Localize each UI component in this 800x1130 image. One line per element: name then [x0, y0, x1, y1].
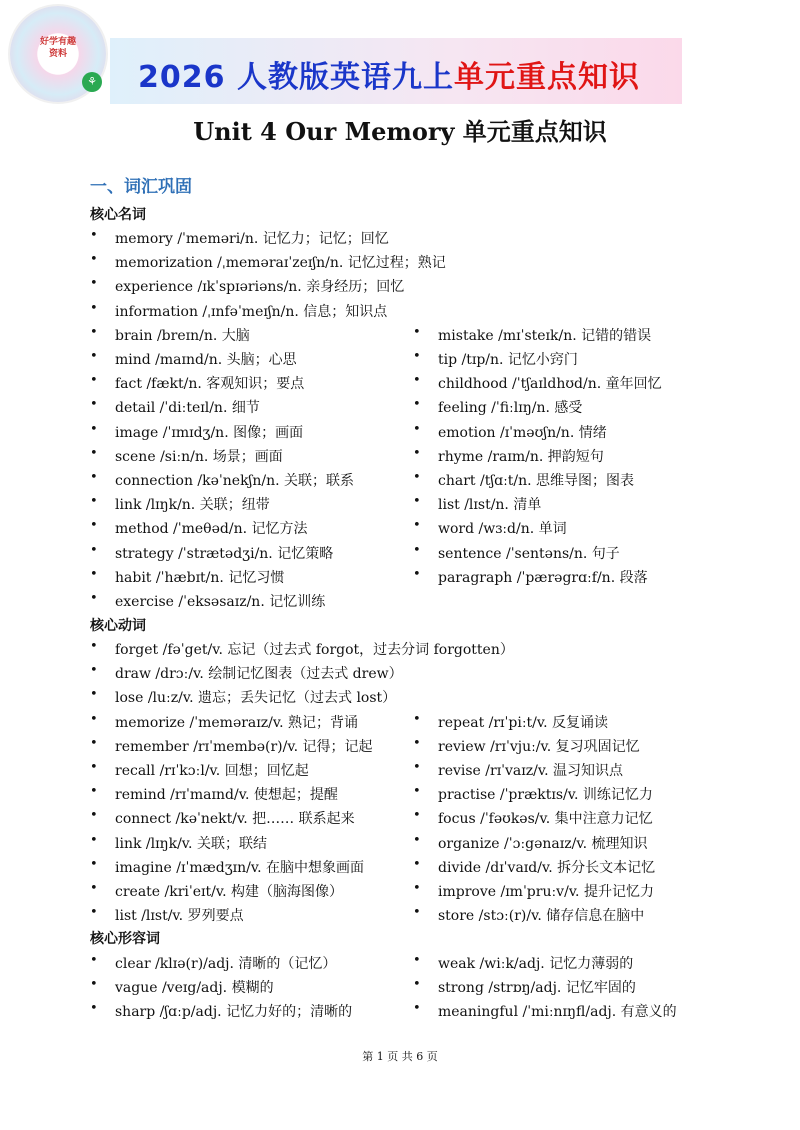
list-item: • sentence /ˈsentəns/n. 句子 — [438, 543, 620, 563]
list-item: • connect /kəˈnekt/v. 把…… 联系起来 — [115, 808, 355, 828]
list-item: • lose /luːz/v. 遗忘；丢失记忆（过去式 lost） — [115, 687, 396, 707]
list-item: • weak /wiːk/adj. 记忆力薄弱的 — [438, 953, 633, 973]
list-item: • scene /siːn/n. 场景；画面 — [115, 446, 283, 466]
list-item: • habit /ˈhæbɪt/n. 记忆习惯 — [115, 567, 284, 587]
list-item: • improve /ɪmˈpruːv/v. 提升记忆力 — [438, 881, 654, 901]
page-footer: 第 1 页 共 6 页 — [362, 1050, 438, 1063]
list-item: • divide /dɪˈvaɪd/v. 拆分长文本记忆 — [438, 857, 655, 877]
list-item: • remind /rɪˈmaɪnd/v. 使想起；提醒 — [115, 784, 338, 804]
header-banner — [10, 6, 682, 102]
list-item: • word /wɜːd/n. 单词 — [438, 518, 567, 538]
list-item: • image /ˈɪmɪdʒ/n. 图像；画面 — [115, 422, 303, 442]
banner-title-part-a: 2026 人教版 — [138, 60, 330, 95]
list-item: • paragraph /ˈpærəgrɑːf/n. 段落 — [438, 567, 648, 587]
brand-logo — [10, 6, 106, 102]
list-item: • list /lɪst/n. 清单 — [438, 494, 541, 514]
list-item: • link /lɪŋk/v. 关联；联结 — [115, 833, 267, 853]
list-item: • organize /ˈɔːgənaɪz/v. 梳理知识 — [438, 833, 648, 853]
banner-title — [138, 52, 640, 96]
logo-line-1: 好学有趣 — [39, 37, 76, 47]
page-title: Unit 4 Our Memory 单元重点知识 — [193, 117, 607, 146]
list-item: • mistake /mɪˈsteɪk/n. 记错的错误 — [438, 325, 651, 345]
list-item: • connection /kəˈnekʃn/n. 关联；联系 — [115, 470, 354, 490]
list-item: • link /lɪŋk/n. 关联；纽带 — [115, 494, 270, 514]
list-item: • clear /klɪə(r)/adj. 清晰的（记忆） — [115, 953, 336, 973]
list-item: • mind /maɪnd/n. 头脑；心思 — [115, 349, 297, 369]
list-item: • repeat /rɪˈpiːt/v. 反复诵读 — [438, 712, 608, 732]
list-item: • memorization /ˌmeməraɪˈzeɪʃn/n. 记忆过程；熟记 — [115, 252, 446, 272]
list-item: • list /lɪst/v. 罗列要点 — [115, 905, 244, 925]
verbs-heading: 核心动词 — [90, 618, 146, 634]
list-item: • create /kriˈeɪt/v. 构建（脑海图像） — [115, 881, 343, 901]
list-item: • imagine /ɪˈmædʒɪn/v. 在脑中想象画面 — [115, 857, 364, 877]
section-heading: 一、词汇巩固 — [90, 177, 192, 197]
list-item: • exercise /ˈeksəsaɪz/n. 记忆训练 — [115, 591, 325, 611]
list-item: • sharp /ʃɑːp/adj. 记忆力好的；清晰的 — [115, 1001, 352, 1021]
list-item: • rhyme /raɪm/n. 押韵短句 — [438, 446, 604, 466]
banner-title-part-c: 单元重点知识 — [453, 60, 640, 95]
list-item: • focus /ˈfəʊkəs/v. 集中注意力记忆 — [438, 808, 653, 828]
logo-text — [38, 36, 78, 72]
list-item: • review /rɪˈvjuː/v. 复习巩固记忆 — [438, 736, 640, 756]
logo-line-2: 资料 — [48, 49, 67, 59]
nouns-heading: 核心名词 — [90, 207, 146, 223]
mini-program-icon: ⚘ — [82, 72, 102, 92]
list-item: • method /ˈmeθəd/n. 记忆方法 — [115, 518, 307, 538]
list-item: • experience /ɪkˈspɪəriəns/n. 亲身经历；回忆 — [115, 276, 404, 296]
list-item: • feeling /ˈfiːlɪŋ/n. 感受 — [438, 397, 582, 417]
list-item: • practise /ˈpræktɪs/v. 训练记忆力 — [438, 784, 653, 804]
list-item: • detail /ˈdiːteɪl/n. 细节 — [115, 397, 260, 417]
list-item: • recall /rɪˈkɔːl/v. 回想；回忆起 — [115, 760, 309, 780]
list-item: • tip /tɪp/n. 记忆小窍门 — [438, 349, 578, 369]
list-item: • store /stɔː(r)/v. 储存信息在脑中 — [438, 905, 644, 925]
list-item: • strong /strɒŋ/adj. 记忆牢固的 — [438, 977, 636, 997]
list-item: • vague /veɪg/adj. 模糊的 — [115, 977, 274, 997]
list-item: • brain /breɪn/n. 大脑 — [115, 325, 250, 345]
list-item: • memorize /ˈmeməraɪz/v. 熟记；背诵 — [115, 712, 358, 732]
list-item: • information /ˌɪnfəˈmeɪʃn/n. 信息；知识点 — [115, 301, 387, 321]
list-item: • draw /drɔː/v. 绘制记忆图表（过去式 drew） — [115, 663, 403, 683]
adjectives-heading: 核心形容词 — [90, 931, 160, 947]
list-item: • revise /rɪˈvaɪz/v. 温习知识点 — [438, 760, 623, 780]
list-item: • meaningful /ˈmiːnɪŋfl/adj. 有意义的 — [438, 1001, 677, 1021]
list-item: • fact /fækt/n. 客观知识；要点 — [115, 373, 304, 393]
list-item: • forget /fəˈget/v. 忘记（过去式 forgot，过去分词 forgotten） — [115, 639, 514, 659]
list-item: • remember /rɪˈmembə(r)/v. 记得；记起 — [115, 736, 373, 756]
list-item: • chart /tʃɑːt/n. 思维导图；图表 — [438, 470, 634, 490]
list-item: • strategy /ˈstrætədʒi/n. 记忆策略 — [115, 543, 333, 563]
list-item: • emotion /ɪˈməʊʃn/n. 情绪 — [438, 422, 607, 442]
list-item: • memory /ˈmeməri/n. 记忆力；记忆；回忆 — [115, 228, 389, 248]
list-item: • childhood /ˈtʃaɪldhʊd/n. 童年回忆 — [438, 373, 662, 393]
banner-title-part-b: 英语九上 — [329, 60, 454, 95]
